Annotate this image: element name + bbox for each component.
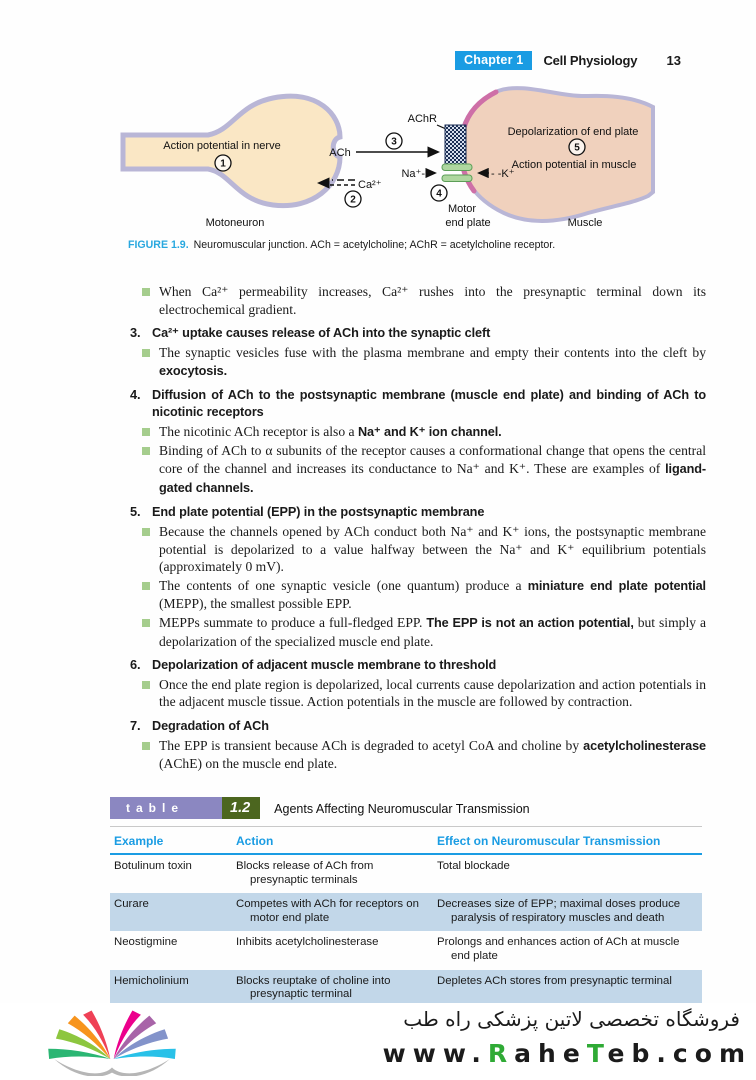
bullet-square-icon	[142, 619, 150, 627]
column-header-action: Action	[236, 834, 274, 848]
column-header-effect: Effect on Neuromuscular Transmission	[437, 834, 661, 848]
section-title: Cell Physiology	[543, 53, 638, 68]
table-cell-example: Hemicholinium	[114, 974, 189, 987]
item-text: When Ca²⁺ permeability increases, Ca²⁺ rushes into the presynaptic terminal down its electrochemical gradient.	[159, 284, 706, 317]
heading-number: 4.	[130, 387, 141, 403]
item-text: Binding of ACh to α subunits of the receptor causes a conformational change that opens the central core of the channel and increases its conductance to Na⁺ and K⁺. These are examples of ligand-gated channels.	[159, 443, 706, 495]
table-cell-example: Botulinum toxin	[114, 860, 192, 872]
table-title: Agents Affecting Neuromuscular Transmission	[274, 802, 530, 816]
label-na: Na⁺-	[401, 168, 425, 180]
item-text: The nicotinic ACh receptor is also a Na⁺ and K⁺ ion channel.	[159, 423, 502, 439]
page-footer	[0, 1003, 756, 1080]
heading-number: 6.	[130, 657, 141, 673]
label-achr: AChR	[407, 113, 437, 125]
item-text: Degradation of ACh	[152, 719, 269, 734]
label-action-potential-muscle: Action potential in muscle	[511, 159, 637, 171]
page-header	[455, 51, 681, 70]
table-cell-example: Neostigmine	[114, 936, 178, 949]
store-name-persian: فروشگاه تخصصی لاتین پزشکی راه طب	[403, 1007, 740, 1031]
step-5-marker	[569, 139, 585, 155]
table-cell-effect: Decreases size of EPP; maximal doses produce paralysis of respiratory muscles and death	[437, 898, 681, 924]
bullet-square-icon	[142, 582, 150, 590]
table-cell-action: Blocks release of ACh from presynaptic terminals	[236, 860, 374, 886]
step-4-number: 4	[436, 188, 442, 200]
achr-receptor	[445, 125, 466, 164]
item-text: The contents of one synaptic vesicle (one quantum) produce a miniature end plate potential (MEPP), the smallest possible EPP.	[159, 577, 706, 612]
muscle-shape	[460, 88, 653, 221]
label-ach: ACh	[329, 147, 351, 159]
bullet-square-icon	[142, 428, 150, 436]
heading-number: 3.	[130, 325, 141, 341]
table-row	[110, 893, 702, 931]
step-1-number: 1	[220, 158, 226, 170]
heading-number: 7.	[130, 718, 141, 734]
table-cell-action: Inhibits acetylcholinesterase	[236, 936, 379, 949]
item-text: The EPP is transient because ACh is degraded to acetyl CoA and choline by acetylcholinesterase (AChE) on the muscle end plate.	[159, 737, 706, 772]
bullet-item	[142, 614, 706, 650]
chapter-badge: Chapter 1	[455, 51, 532, 70]
step-5-number: 5	[574, 142, 580, 154]
page-number: 13	[666, 53, 681, 68]
bullet-square-icon	[142, 528, 150, 536]
item-text: Ca²⁺ uptake causes release of ACh into the synaptic cleft	[152, 326, 491, 341]
table-body	[110, 855, 702, 1003]
item-text: Because the channels opened by ACh conduct both Na⁺ and K⁺ ions, the postsynaptic membrane potential is depolarized to a value halfway between the Na⁺ and K⁺ equilibrium potentials (approximately 0 mV).	[159, 523, 706, 575]
bullet-item	[142, 737, 706, 773]
bullet-item	[142, 344, 706, 380]
table-cell-example: Curare	[114, 898, 149, 911]
step-2-marker	[345, 191, 361, 207]
label-k: - -K⁺	[491, 168, 515, 180]
table-row	[110, 855, 702, 893]
bullet-item	[142, 676, 706, 711]
numbered-heading	[130, 657, 706, 674]
bullet-square-icon	[142, 349, 150, 357]
label-depolarization: Depolarization of end plate	[507, 126, 639, 138]
figure-caption-text: Neuromuscular junction. ACh = acetylcholine; AChR = acetylcholine receptor.	[193, 239, 556, 251]
label-ca: Ca²⁺	[358, 179, 382, 191]
bullet-square-icon	[142, 742, 150, 750]
step-3-number: 3	[391, 136, 397, 148]
label-motoneuron: Motoneuron	[205, 217, 265, 229]
figure-diagram-svg	[108, 85, 655, 235]
item-text: Diffusion of ACh to the postsynaptic membrane (muscle end plate) and binding of ACh to nicotinic receptors	[152, 388, 706, 419]
content-list	[130, 283, 706, 774]
bullet-item	[142, 523, 706, 576]
raheteb-logo-icon	[36, 1008, 188, 1076]
bullet-item	[142, 577, 706, 613]
numbered-heading	[130, 387, 706, 421]
website-text: www.RaheTeb.com	[382, 1039, 752, 1068]
table-1-2	[110, 797, 702, 1003]
channel-bar-bottom	[442, 175, 472, 182]
table-cell-action: Competes with ACh for receptors on motor end plate	[236, 898, 419, 924]
heading-number: 5.	[130, 504, 141, 520]
table-cell-effect: Prolongs and enhances action of ACh at muscle end plate	[437, 936, 680, 962]
item-text: The synaptic vesicles fuse with the plasma membrane and empty their contents into the cleft by exocytosis.	[159, 344, 706, 378]
neuromuscular-junction-figure	[108, 85, 655, 235]
label-action-potential-nerve: Action potential in nerve	[163, 140, 281, 152]
bullet-square-icon	[142, 288, 150, 296]
table-number-badge: 1.2	[222, 797, 260, 819]
table-cell-effect: Depletes ACh stores from presynaptic terminal	[437, 974, 672, 987]
bullet-item	[142, 283, 706, 318]
figure-caption	[128, 239, 703, 251]
table-cell-action: Blocks reuptake of choline into presynaptic terminal	[236, 974, 391, 1001]
footer-text-block	[292, 1003, 752, 1072]
bullet-square-icon	[142, 681, 150, 689]
step-3-marker	[386, 133, 402, 149]
table-word-badge: table	[110, 797, 222, 819]
label-motor-end-plate-1: Motor	[447, 203, 477, 215]
item-text: End plate potential (EPP) in the postsynaptic membrane	[152, 505, 485, 520]
item-text: Depolarization of adjacent muscle membrane to threshold	[152, 658, 497, 673]
numbered-heading	[130, 718, 706, 735]
step-2-number: 2	[350, 194, 356, 206]
table-header-row	[110, 826, 702, 855]
numbered-heading	[130, 504, 706, 521]
table-cell-effect: Total blockade	[437, 860, 510, 872]
channel-bar-top	[442, 164, 472, 171]
figure-caption-label: FIGURE 1.9.	[128, 239, 189, 251]
numbered-heading	[130, 325, 706, 342]
item-text: MEPPs summate to produce a full-fledged EPP. The EPP is not an action potential, but simply a depolarization of the specialized muscle end plate.	[159, 614, 706, 649]
column-header-example: Example	[114, 834, 164, 848]
label-motor-end-plate-2: end plate	[445, 217, 491, 229]
table-row	[110, 931, 702, 969]
table-row	[110, 970, 702, 1003]
bullet-square-icon	[142, 447, 150, 455]
step-4-marker	[431, 185, 447, 201]
bullet-item	[142, 423, 706, 442]
label-muscle: Muscle	[567, 217, 603, 229]
bullet-item	[142, 442, 706, 497]
step-1-marker	[215, 155, 231, 171]
item-text: Once the end plate region is depolarized, local currents cause depolarization and action potentials in the adjacent muscle tissue. Action potentials in the muscle are followed by contraction.	[159, 676, 706, 710]
table-badge-bar	[110, 797, 702, 819]
